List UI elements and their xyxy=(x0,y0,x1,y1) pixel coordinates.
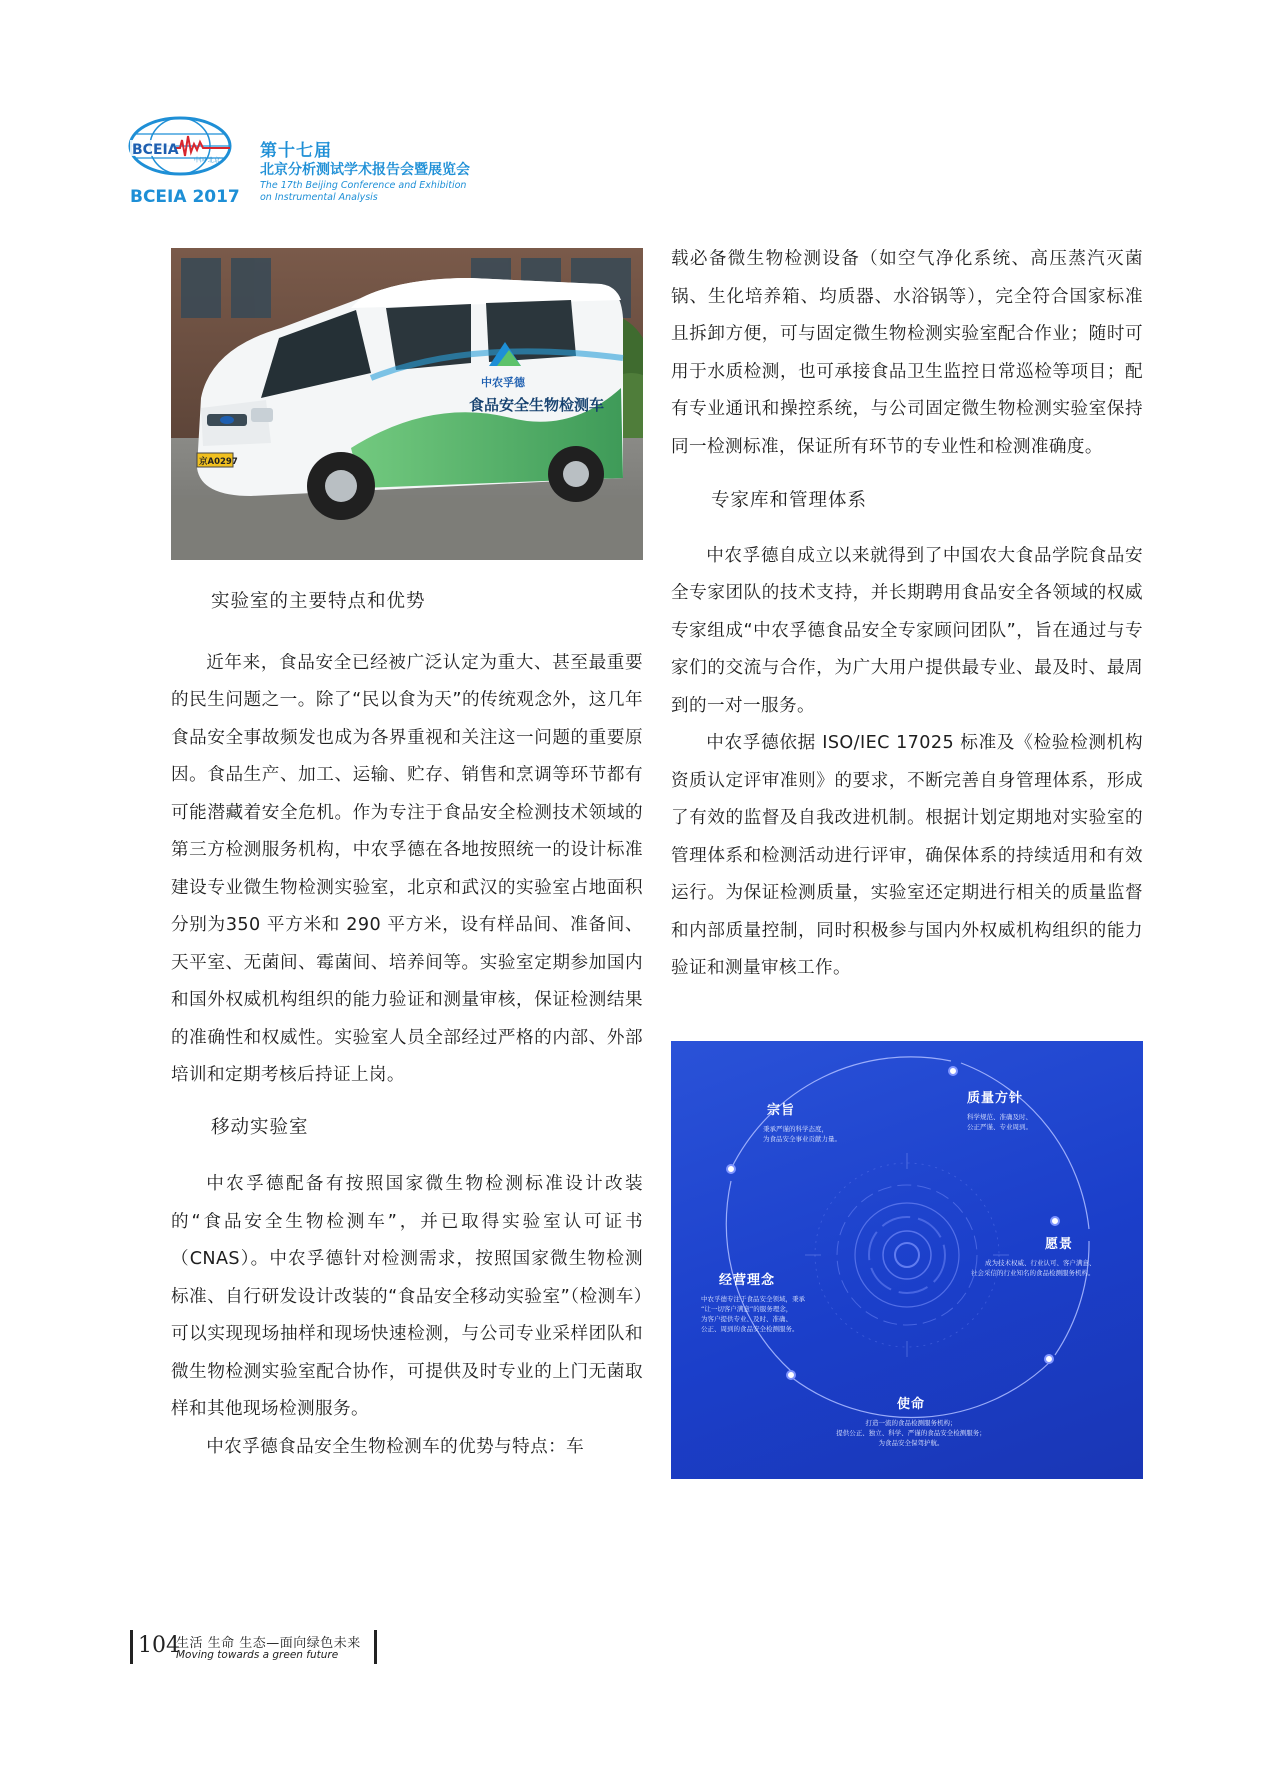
van-brand-text: 中农孚德 xyxy=(481,376,525,389)
corporate-values-infographic xyxy=(671,1041,1143,1479)
node-vision-desc xyxy=(971,1258,1141,1278)
logo-bottom-text: BCEIA 2017 xyxy=(130,187,240,207)
node-vision-line: 社会采信的行业知名的食品检测服务机构。 xyxy=(971,1269,1095,1277)
node-purpose-line: 秉承严谨的科学态度， xyxy=(763,1125,828,1133)
section-heading-mobile-lab: 移动实验室 xyxy=(211,1116,309,1138)
left-column xyxy=(171,583,643,1466)
logo-top-text: BCEIA xyxy=(132,142,179,158)
node-purpose xyxy=(763,1099,967,1144)
footer-divider xyxy=(374,1630,377,1664)
node-quality-policy xyxy=(967,1087,1127,1132)
node-mission-line: 打造一流的食品检测服务机构； xyxy=(865,1419,957,1427)
footer-slogan-en: Moving towards a green future xyxy=(176,1649,339,1661)
node-purpose-line: 为食品安全事业贡献力量。 xyxy=(763,1135,841,1143)
paragraph-expert-team: 中农孚德自成立以来就得到了中国农大食品学院食品安全专家团队的技术支持，并长期聘用食品安全各领域的权威专家组成“中农孚德食品安全专家顾问团队”，旨在通过与专家们的交流与合作，为广大用户提供最专业、最及时、最周到的一对一服务。 xyxy=(671,545,1143,716)
footer-divider xyxy=(130,1630,133,1664)
footer-slogan-zh: 生活 生命 生态—面向绿色未来 xyxy=(176,1636,361,1651)
paragraph-van-advantages-continued: 载必备微生物检测设备（如空气净化系统、高压蒸汽灭菌锅、生化培养箱、均质器、水浴锅等），完全符合国家标准且拆卸方便，可与固定微生物检测实验室配合作业；随时可用于水质检测，也可承接食品卫生监控日常巡检等项目；配有专业通讯和操控系统，与公司固定微生物检测实验室保持同一检测标准，保证所有环节的专业性和检测准确度。 xyxy=(671,249,1143,457)
paragraph-lab-features: 近年来，食品安全已经被广泛认定为重大、甚至最重要的民生问题之一。除了“民以食为天”的传统观念外，这几年食品安全事故频发也成为各界重视和关注这一问题的重要原因。食品生产、加工、运输、贮存、销售和烹调等环节都有可能潜藏着安全危机。作为专注于食品安全检测技术领域的第三方检测服务机构，中农孚德在各地按照统一的设计标准建设专业微生物检测实验室，北京和武汉的实验室占地面积分别为350 平方米和 290 平方米，设有样品间、准备间、天平室、无菌间、霉菌间、培养间等。实验室定期参加国内和国外权威机构组织的能力验证和测量审核，保证检测结果的准确性和权威性。实验室人员全部经过严格的内部、外部培训和定期考核后持证上岗。 xyxy=(171,652,643,1085)
node-quality-policy-title: 质量方针 xyxy=(967,1091,1024,1106)
node-business-philosophy-line: “让一切客户满意”的服务理念， xyxy=(701,1305,793,1313)
van-slogan-text: 食品安全生物检测车 xyxy=(469,396,605,414)
node-business-philosophy xyxy=(701,1269,881,1334)
node-business-philosophy-desc xyxy=(701,1294,881,1334)
paragraph-management-system: 中农孚德依据 ISO/IEC 17025 标准及《检验检测机构资质认定评审准则》的要求，不断完善自身管理体系，形成了有效的监督及自我改进机制。根据计划定期地对实验室的管理体系和检测活动进行评审，确保体系的持续适用和有效运行。为保证检测质量，实验室还定期进行相关的质量监督和内部质量控制，同时积极参与国内外权威机构组织的能力验证和测量审核工作。 xyxy=(671,733,1143,978)
section-heading-expert-system: 专家库和管理体系 xyxy=(711,490,868,511)
conference-en-line1: The 17th Beijing Conference and Exhibition xyxy=(260,180,467,191)
node-quality-policy-desc xyxy=(967,1112,1127,1132)
node-purpose-title: 宗旨 xyxy=(767,1103,796,1118)
node-quality-policy-line: 科学规范、准确及时、 xyxy=(967,1113,1032,1121)
paragraph-mobile-lab: 中农孚德配备有按照国家微生物检测标准设计改装的“食品安全生物检测车”，并已取得实验室认可证书（CNAS）。中农孚德针对检测需求，按照国家微生物检测标准、自行研发设计改装的“食品安全移动实验室”（检测车）可以实现现场抽样和现场快速检测，与公司专业采样团队和微生物检测实验室配合协作，可提供及时专业的上门无菌取样和其他现场检测服务。 xyxy=(171,1174,643,1419)
page-footer xyxy=(130,1630,390,1670)
conference-en-line2: on Instrumental Analysis xyxy=(260,192,378,203)
bceia-logo xyxy=(122,112,244,212)
node-business-philosophy-line: 中农孚德专注于食品安全领域，秉承 xyxy=(701,1295,805,1303)
right-column xyxy=(671,241,1143,988)
license-plate: 京A0297 xyxy=(199,457,238,467)
node-mission-desc xyxy=(811,1418,1011,1448)
node-business-philosophy-line: 为客户提供专业、及时、准确、 xyxy=(701,1315,792,1323)
section-heading-lab-features: 实验室的主要特点和优势 xyxy=(211,591,426,612)
node-vision-title: 愿景 xyxy=(1045,1237,1074,1252)
node-mission-title: 使命 xyxy=(896,1397,925,1412)
conference-title: 第十七届 xyxy=(260,141,332,161)
node-business-philosophy-line: 公正、周到的食品安全检测服务。 xyxy=(701,1325,799,1333)
node-vision xyxy=(971,1233,1141,1278)
node-mission xyxy=(811,1393,1011,1448)
node-vision-line: 成为技术权威、行业认可、客户满意、 xyxy=(985,1259,1096,1267)
node-purpose-desc xyxy=(763,1124,967,1144)
logo-wave-text: 中国·北京 xyxy=(194,157,220,164)
node-quality-policy-line: 公正严谨、专业周到。 xyxy=(967,1123,1032,1131)
conference-subtitle: 北京分析测试学术报告会暨展览会 xyxy=(260,162,470,178)
mobile-lab-photo xyxy=(171,248,643,560)
node-mission-line: 提供公正、独立、科学、严谨的食品安全检测服务； xyxy=(836,1429,986,1437)
paragraph-van-advantages: 中农孚德食品安全生物检测车的优势与特点：车 xyxy=(206,1436,585,1457)
page-header xyxy=(122,112,642,212)
node-business-philosophy-title: 经营理念 xyxy=(719,1273,776,1288)
node-mission-line: 为食品安全保驾护航。 xyxy=(878,1439,944,1447)
page-number: 104 xyxy=(138,1633,180,1658)
